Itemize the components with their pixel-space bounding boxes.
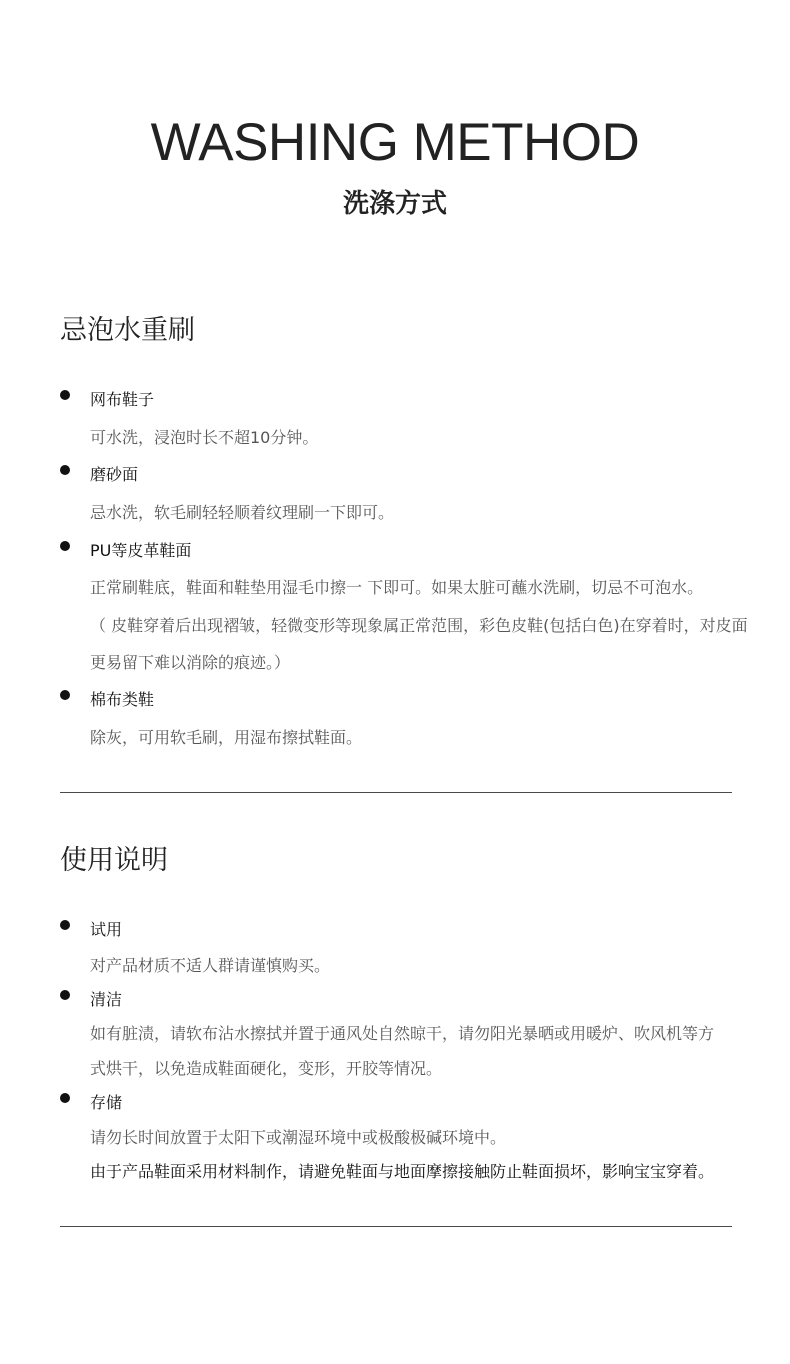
item-desc-suede: 忌水洗，软毛刷轻轻顺着纹理刷一下即可。 (90, 503, 395, 522)
item-desc-storage-1: 请勿长时间放置于太阳下或潮湿环境中或极酸极碱环境中。 (90, 1128, 507, 1147)
section-title-instructions: 使用说明 (60, 845, 168, 876)
section-title-no-soaking: 忌泡水重刷 (60, 315, 195, 346)
page-title-cn: 洗涤方式 (342, 189, 447, 219)
item-desc-cleaning-2: 式烘干，以免造成鞋面硬化，变形，开胶等情况。 (90, 1059, 443, 1078)
item-heading-trial: 试用 (90, 920, 123, 939)
divider (60, 1226, 732, 1227)
item-heading-cotton: 棉布类鞋 (90, 690, 155, 709)
item-desc-leather-1: 正常刷鞋底，鞋面和鞋垫用湿毛巾擦一 下即可。如果太脏可蘸水洗刷，切忌不可泡水。 (90, 578, 704, 597)
item-desc-mesh: 可水洗，浸泡时长不超10分钟。 (90, 428, 319, 447)
item-heading-storage: 存储 (90, 1093, 123, 1112)
bullet-dot (60, 990, 70, 1000)
divider (60, 792, 732, 793)
item-desc-storage-2: 由于产品鞋面采用材料制作，请避免鞋面与地面摩擦接触防止鞋面损坏，影响宝宝穿着。 (90, 1162, 715, 1181)
item-desc-leather-2: （ 皮鞋穿着后出现褶皱，轻微变形等现象属正常范围，彩色皮鞋(包括白色)在穿着时，对皮面 (90, 616, 748, 635)
bullet-dot (60, 920, 70, 930)
item-heading-cleaning: 清洁 (90, 990, 123, 1009)
item-heading-leather: PU等皮革鞋面 (90, 541, 192, 560)
bullet-dot (60, 1093, 70, 1103)
bullet-dot (60, 465, 70, 475)
item-heading-mesh: 网布鞋子 (90, 390, 155, 409)
item-desc-cotton: 除灰，可用软毛刷，用湿布擦拭鞋面。 (90, 728, 363, 747)
item-desc-cleaning-1: 如有脏渍，请软布沾水擦拭并置于通风处自然晾干，请勿阳光暴晒或用暖炉、吹风机等方 (90, 1024, 715, 1043)
item-desc-trial: 对产品材质不适人群请谨慎购买。 (90, 956, 331, 975)
bullet-dot (60, 690, 70, 700)
bullet-dot (60, 541, 70, 551)
item-heading-suede: 磨砂面 (90, 465, 139, 484)
bullet-dot (60, 390, 70, 400)
item-desc-leather-3: 更易留下难以消除的痕迹。） (90, 653, 291, 672)
page-title-en: WASHING METHOD (150, 113, 640, 172)
